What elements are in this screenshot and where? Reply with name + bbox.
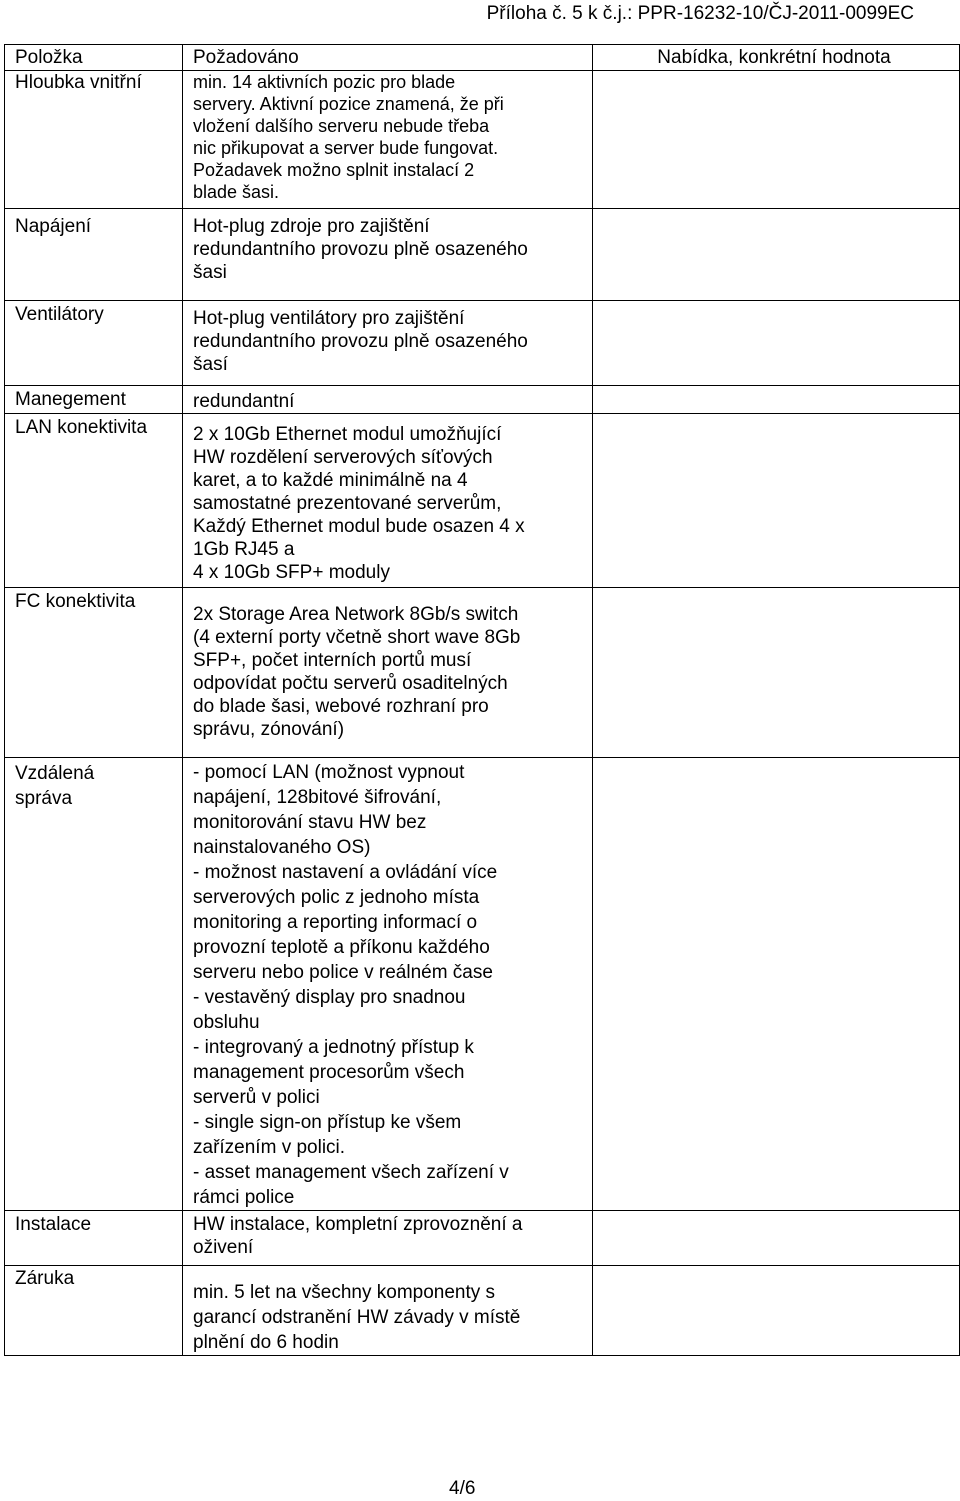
offer-cell[interactable] bbox=[593, 386, 960, 414]
table-row bbox=[5, 758, 960, 1211]
specification-table bbox=[4, 44, 960, 1356]
table-row bbox=[5, 301, 960, 386]
requirement-cell: 2 x 10Gb Ethernet modul umožňující HW rozdělení serverových síťových karet, a to každé minimálně na 4 samostatné prezentované serverům, Každý Ethernet modul bude osazen 4 x 1Gb RJ45 a 4 x 10Gb SFP+ moduly bbox=[183, 414, 593, 588]
table-row bbox=[5, 209, 960, 301]
page-number: 4/6 bbox=[449, 1478, 476, 1499]
offer-cell[interactable] bbox=[593, 71, 960, 209]
requirement-cell: Hot-plug ventilátory pro zajištění redundantního provozu plně osazeného šasí bbox=[183, 301, 593, 386]
offer-cell[interactable] bbox=[593, 758, 960, 1211]
offer-cell[interactable] bbox=[593, 588, 960, 758]
requirement-cell: min. 14 aktivních pozic pro blade servery. Aktivní pozice znamená, že při vložení dalšího serveru nebude třeba nic přikupovat a server bude fungovat. Požadavek možno splnit instalací 2 blade šasi. bbox=[183, 71, 593, 209]
requirement-cell: Hot-plug zdroje pro zajištění redundantního provozu plně osazeného šasi bbox=[183, 209, 593, 301]
item-cell: Ventilátory bbox=[5, 301, 183, 386]
table-row bbox=[5, 71, 960, 209]
requirement-cell: 2x Storage Area Network 8Gb/s switch (4 externí porty včetně short wave 8Gb SFP+, počet interních portů musí odpovídat počtu serverů osaditelných do blade šasi, webové rozhraní pro správu, zónování) bbox=[183, 588, 593, 758]
offer-cell[interactable] bbox=[593, 209, 960, 301]
requirement-cell: min. 5 let na všechny komponenty s garancí odstranění HW závady v místě plnění do 6 hodin bbox=[183, 1266, 593, 1356]
column-header-requirement: Požadováno bbox=[183, 45, 593, 71]
item-cell: Záruka bbox=[5, 1266, 183, 1356]
table-row bbox=[5, 386, 960, 414]
offer-cell[interactable] bbox=[593, 1266, 960, 1356]
table-row bbox=[5, 1211, 960, 1266]
requirement-cell: HW instalace, kompletní zprovoznění a oživení bbox=[183, 1211, 593, 1266]
item-cell: Vzdálená správa bbox=[5, 758, 183, 1211]
table-row bbox=[5, 414, 960, 588]
table-row bbox=[5, 1266, 960, 1356]
column-header-offer: Nabídka, konkrétní hodnota bbox=[593, 45, 960, 71]
requirement-cell: redundantní bbox=[183, 386, 593, 414]
item-cell: LAN konektivita bbox=[5, 414, 183, 588]
offer-cell[interactable] bbox=[593, 1211, 960, 1266]
offer-cell[interactable] bbox=[593, 414, 960, 588]
table-header-row bbox=[5, 45, 960, 71]
item-cell: Hloubka vnitřní bbox=[5, 71, 183, 209]
item-cell: Napájení bbox=[5, 209, 183, 301]
item-cell: Instalace bbox=[5, 1211, 183, 1266]
document-reference: Příloha č. 5 k č.j.: PPR-16232-10/ČJ-2011-0099EC bbox=[486, 3, 914, 24]
offer-cell[interactable] bbox=[593, 301, 960, 386]
requirement-cell: - pomocí LAN (možnost vypnout napájení, 128bitové šifrování, monitorování stavu HW bez nainstalovaného OS) - možnost nastavení a ovládání více serverových polic z jednoho místa monitoring a reporting informací o provozní teplotě a příkonu každého serveru nebo police v reálném čase - vestavěný display pro snadnou obsluhu - integrovaný a jednotný přístup k management procesorům všech serverů v polici - single sign-on přístup ke všem zařízením v polici. - asset management všech zařízení v rámci police bbox=[183, 758, 593, 1211]
table-row bbox=[5, 588, 960, 758]
item-cell: FC konektivita bbox=[5, 588, 183, 758]
column-header-item: Položka bbox=[5, 45, 183, 71]
item-cell: Manegement bbox=[5, 386, 183, 414]
